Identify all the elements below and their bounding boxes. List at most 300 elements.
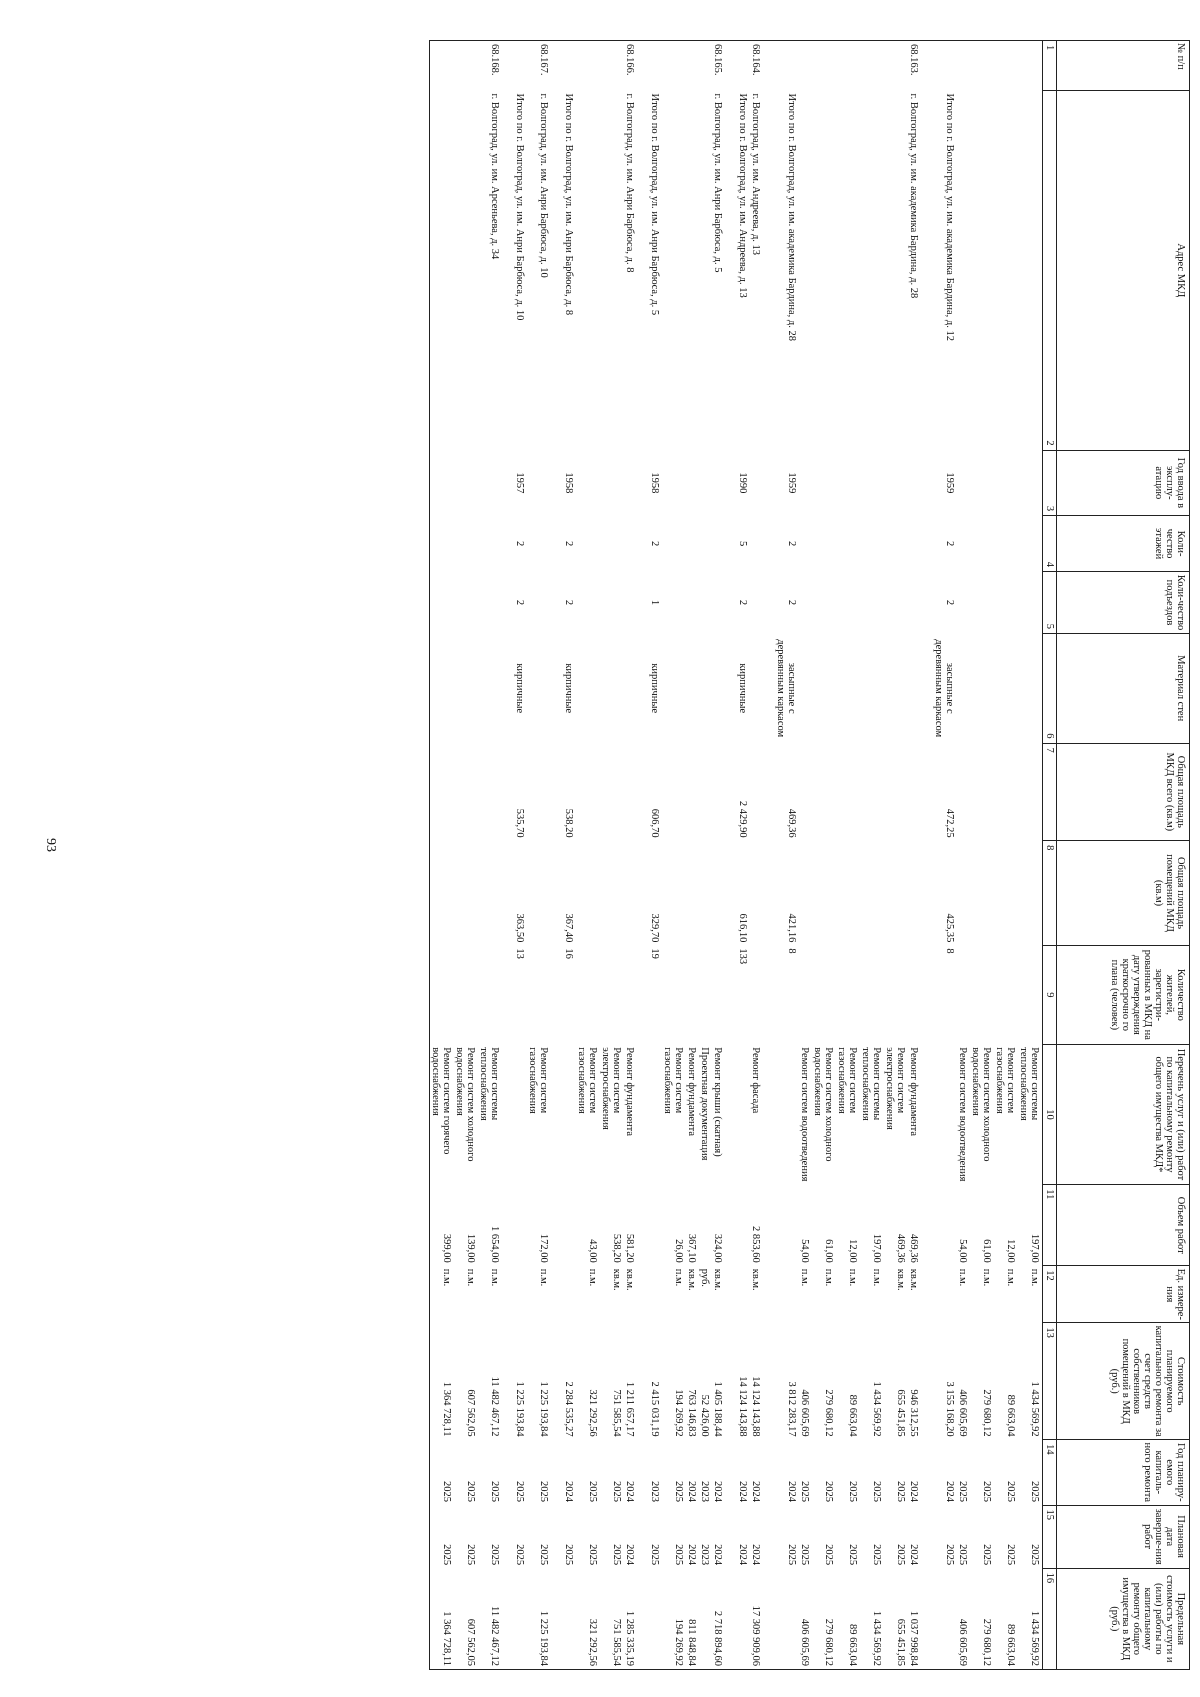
cell-floors: 2: [514, 540, 525, 547]
cell-work-name: Ремонт фундамента: [686, 1047, 697, 1137]
cell-end-date: 2025: [649, 1544, 660, 1566]
table-row: [527, 41, 551, 1670]
cell-entrances: [799, 572, 812, 634]
cell-limit-cost: [649, 1568, 662, 1669]
table-body: [430, 41, 1043, 1670]
cell-floors: [662, 516, 686, 572]
cell-work-volume: 61,00: [981, 1239, 992, 1263]
cell-planned-year: 2023: [699, 1481, 710, 1503]
col-header-no: № п/п: [1057, 41, 1190, 91]
cell-total-area: [454, 743, 478, 841]
cell-row-number: [836, 41, 860, 91]
cell-work-name: [775, 1044, 799, 1185]
cell-address: [686, 91, 699, 451]
row-spacer: [637, 41, 649, 1670]
cell-work-name: [649, 1044, 662, 1185]
cell-row-number: 68.166.: [624, 44, 635, 76]
cell-floors: [430, 516, 455, 572]
cell-floors: 2: [563, 540, 574, 547]
col-number: 11: [1043, 1185, 1057, 1266]
cell-unit: п.м.: [957, 1268, 968, 1287]
cell-entrances: [662, 572, 686, 634]
cell-end-date: 2025: [563, 1544, 574, 1566]
cell-floors: [624, 516, 637, 572]
cell-unit: п.м.: [823, 1268, 834, 1287]
cell-residents: [957, 945, 970, 1044]
cell-row-number: [970, 41, 994, 91]
cell-unit: п.м.: [871, 1268, 882, 1287]
cell-limit-cost: 11 482 467,12: [489, 1606, 500, 1666]
cell-year-built: 1959: [944, 472, 955, 494]
cell-floors: [908, 516, 921, 572]
cell-address: г. Волгоград, ул. им. академика Бардина, д. 28: [908, 93, 919, 299]
col-header-cost: Стоимость планируемого капитального ремонта за счет средств собственников помещений в МКД (руб.): [1057, 1323, 1190, 1440]
cell-unit: п.м.: [587, 1268, 598, 1287]
cell-limit-cost: 279 680,12: [981, 1618, 992, 1666]
cell-premises-area: [836, 841, 860, 946]
cell-total-area: 538,20: [563, 808, 574, 838]
cell-planned-cost: 14 124 143,88: [737, 1376, 748, 1437]
cell-entrances: [686, 572, 699, 634]
cell-address: [994, 91, 1018, 451]
cell-end-date: 2025: [786, 1544, 797, 1566]
cell-unit: п.м.: [847, 1268, 858, 1287]
cell-address: [600, 91, 624, 451]
table-row: [884, 41, 908, 1670]
cell-work-name: Ремонт фундамента: [908, 1047, 919, 1137]
col-number: 9: [1043, 945, 1057, 1044]
cell-total-area: [527, 743, 551, 841]
cell-planned-year: 2025: [465, 1481, 476, 1503]
cell-row-number: [600, 41, 624, 91]
table-row: [957, 41, 970, 1670]
cell-year-built: [624, 450, 637, 515]
cell-floors: [478, 516, 502, 572]
cell-planned-year: 2025: [981, 1481, 992, 1503]
cell-work-name: Ремонт систем холодного водоснабжения: [454, 1047, 476, 1162]
cell-planned-cost: 3 155 168,20: [944, 1381, 955, 1437]
cell-unit: [649, 1266, 662, 1323]
page-number: 93: [43, 838, 58, 852]
cell-floors: [600, 516, 624, 572]
cell-address: [970, 91, 994, 451]
spacer-cell: [921, 41, 933, 1670]
cell-total-area: 2 429,90: [737, 800, 748, 838]
cell-residents: 8: [786, 948, 797, 954]
cell-total-area: [686, 743, 699, 841]
cell-floors: [812, 516, 836, 572]
cell-work-volume: 139,00: [465, 1233, 476, 1263]
cell-limit-cost: 1 434 569,92: [871, 1610, 882, 1666]
cell-planned-cost: 751 585,54: [611, 1389, 622, 1437]
cell-wall-material: [994, 633, 1018, 743]
spacer-cell: [763, 41, 775, 1670]
cell-unit: кв.м.: [624, 1268, 635, 1291]
cell-year-built: [576, 450, 600, 515]
cell-residents: [624, 945, 637, 1044]
table-row: [686, 41, 699, 1670]
cell-work-volume: 1 654,00: [489, 1225, 500, 1263]
cell-entrances: [699, 572, 712, 634]
cell-planned-year: 2025: [514, 1481, 525, 1503]
cell-row-number: [430, 41, 455, 91]
cell-unit: [737, 1266, 750, 1323]
cell-planned-cost: 1 225 193,84: [514, 1381, 525, 1437]
cell-total-area: [699, 743, 712, 841]
cell-residents: [454, 945, 478, 1044]
cell-planned-cost: 1 211 657,17: [624, 1381, 635, 1437]
cell-year-built: [860, 450, 884, 515]
cell-planned-year: 2025: [1005, 1481, 1016, 1503]
cell-limit-cost: 1 037 998,84: [908, 1610, 919, 1666]
cell-address: [430, 91, 455, 451]
cell-entrances: 2: [737, 599, 748, 606]
cell-end-date: 2025: [944, 1544, 955, 1566]
col-number: 13: [1043, 1323, 1057, 1440]
cell-total-area: [430, 743, 455, 841]
cell-unit: кв.м.: [895, 1268, 906, 1291]
cell-wall-material: [662, 633, 686, 743]
cell-work-name: [514, 1044, 527, 1185]
cell-work-volume: 538,20: [611, 1233, 622, 1263]
cell-work-name: Ремонт системы теплоснабжения: [1018, 1047, 1040, 1121]
cell-end-date: 2025: [981, 1544, 992, 1566]
cell-residents: [576, 945, 600, 1044]
cell-limit-cost: 194 269,92: [673, 1618, 684, 1666]
cell-residents: 16: [563, 948, 574, 959]
cell-residents: [750, 945, 763, 1044]
cell-work-volume: 54,00: [957, 1239, 968, 1263]
table-row: [994, 41, 1018, 1670]
cell-row-number: [799, 41, 812, 91]
cell-work-name: Ремонт крыши (скатная): [712, 1047, 723, 1157]
cell-planned-year: 2025: [441, 1481, 452, 1503]
cell-end-date: 2024: [908, 1544, 919, 1566]
cell-work-volume: 12,00: [847, 1239, 858, 1263]
cell-limit-cost: [514, 1568, 527, 1669]
cell-year-built: 1958: [563, 472, 574, 494]
cell-residents: 8: [944, 948, 955, 954]
cell-unit: п.м.: [1005, 1268, 1016, 1287]
cell-entrances: [884, 572, 908, 634]
cell-total-area: [624, 743, 637, 841]
cell-wall-material: [970, 633, 994, 743]
cell-unit: [933, 1266, 957, 1323]
cell-limit-cost: [775, 1568, 799, 1669]
cell-limit-cost: [563, 1568, 576, 1669]
cell-premises-area: [994, 841, 1018, 946]
col-header-total-area: Общая площадь МКД всего (кв.м): [1057, 743, 1190, 841]
cell-work-name: Ремонт систем газоснабжения: [994, 1047, 1016, 1114]
cell-total-area: [478, 743, 502, 841]
cell-premises-area: [750, 841, 763, 946]
cell-floors: [454, 516, 478, 572]
cell-residents: [600, 945, 624, 1044]
cell-address: [957, 91, 970, 451]
cell-unit: п.м.: [1029, 1268, 1040, 1287]
cell-year-built: [699, 450, 712, 515]
col-number: 5: [1043, 572, 1057, 634]
cell-planned-cost: 1 434 569,92: [1029, 1381, 1040, 1437]
table-row: [430, 41, 455, 1670]
cell-row-number: [933, 41, 957, 91]
row-spacer: [551, 41, 563, 1670]
col-number: 1: [1043, 41, 1057, 91]
cell-year-built: [454, 450, 478, 515]
cell-end-date: 2025: [799, 1544, 810, 1566]
cell-total-area: [994, 743, 1018, 841]
cell-unit: п.м.: [799, 1268, 810, 1287]
cell-unit: п.м.: [673, 1268, 684, 1287]
cell-planned-cost: 1 434 569,92: [871, 1381, 882, 1437]
col-header-address: Адрес МКД: [1057, 91, 1190, 451]
cell-wall-material: [860, 633, 884, 743]
cell-row-number: [454, 41, 478, 91]
cell-planned-cost: 2 415 031,19: [649, 1381, 660, 1437]
cell-work-name: Ремонт систем газоснабжения: [662, 1047, 684, 1114]
cell-year-built: 1958: [649, 472, 660, 494]
cell-work-name: Проектная документация: [699, 1047, 710, 1161]
col-number: 16: [1043, 1568, 1057, 1669]
cell-total-area: 535,70: [514, 808, 525, 838]
row-spacer: [502, 41, 514, 1670]
table-row: [970, 41, 994, 1670]
cell-entrances: [624, 572, 637, 634]
cell-wall-material: [478, 633, 502, 743]
cell-entrances: 1: [649, 599, 660, 606]
cell-entrances: [430, 572, 455, 634]
cell-work-volume: 12,00: [1005, 1239, 1016, 1263]
cell-total-area: 606,70: [649, 808, 660, 838]
cell-planned-year: 2024: [750, 1481, 761, 1503]
cell-work-volume: 2 853,60: [750, 1225, 761, 1263]
cell-end-date: 2025: [1029, 1544, 1040, 1566]
cell-limit-cost: 1 364 728,11: [441, 1611, 452, 1666]
cell-end-date: 2023: [699, 1544, 710, 1566]
cell-floors: [1018, 516, 1043, 572]
cell-year-built: 1957: [514, 472, 525, 494]
cell-unit: п.м.: [465, 1268, 476, 1287]
cell-address: г. Волгоград, ул. им. Анри Барбюса, д. 10: [538, 93, 549, 278]
cell-entrances: [1018, 572, 1043, 634]
cell-work-name: Ремонт систем горячего водоснабжения: [430, 1047, 452, 1155]
cell-premises-area: [699, 841, 712, 946]
cell-total-area: [970, 743, 994, 841]
cell-planned-year: 2025: [823, 1481, 834, 1503]
cell-premises-area: [430, 841, 455, 946]
cell-address: [860, 91, 884, 451]
table-row: [600, 41, 624, 1670]
cell-wall-material: [600, 633, 624, 743]
spacer-cell: [637, 41, 649, 1670]
cell-premises-area: [624, 841, 637, 946]
cell-premises-area: [478, 841, 502, 946]
cell-work-volume: 26,00: [673, 1239, 684, 1263]
cell-wall-material: [624, 633, 637, 743]
cell-planned-cost: 2 284 535,27: [563, 1381, 574, 1437]
cell-premises-area: [799, 841, 812, 946]
cell-address: [576, 91, 600, 451]
cell-planned-cost: 14 124 143,88: [750, 1376, 761, 1437]
cell-row-number: [514, 41, 527, 91]
cell-wall-material: кирпичные: [649, 663, 660, 714]
cell-floors: [576, 516, 600, 572]
header-row: [1057, 41, 1190, 1670]
cell-end-date: 2024: [737, 1544, 748, 1566]
cell-work-name: [563, 1044, 576, 1185]
total-row: [775, 41, 799, 1670]
spacer-cell: [502, 41, 514, 1670]
cell-entrances: 2: [944, 599, 955, 606]
cell-row-number: [860, 41, 884, 91]
cell-unit: [775, 1266, 799, 1323]
cell-residents: 19: [649, 948, 660, 959]
cell-end-date: 2024: [624, 1544, 635, 1566]
cell-address: Итого по г. Волгоград, ул. им. Анри Барбюса, д. 10: [514, 93, 525, 321]
cell-planned-cost: 89 663,04: [1005, 1394, 1016, 1437]
cell-end-date: 2025: [611, 1544, 622, 1566]
cell-year-built: [430, 450, 455, 515]
cell-unit: [563, 1266, 576, 1323]
cell-end-date: 2025: [823, 1544, 834, 1566]
cell-premises-area: 421,16: [786, 913, 797, 943]
cell-year-built: [662, 450, 686, 515]
cell-limit-cost: 89 663,04: [847, 1624, 858, 1666]
cell-end-date: 2025: [465, 1544, 476, 1566]
cell-work-name: [737, 1044, 750, 1185]
table-row: [812, 41, 836, 1670]
cell-total-area: [1018, 743, 1043, 841]
cell-planned-cost: 1 364 728,11: [441, 1381, 452, 1437]
cell-entrances: 2: [563, 599, 574, 606]
cell-work-volume: 172,00: [538, 1233, 549, 1263]
cell-address: [884, 91, 908, 451]
cell-total-area: [812, 743, 836, 841]
cell-planned-cost: 279 680,12: [981, 1389, 992, 1437]
cell-entrances: [970, 572, 994, 634]
spacer-cell: [725, 41, 737, 1670]
cell-work-name: Ремонт системы теплоснабжения: [860, 1047, 882, 1121]
cell-work-volume: [563, 1185, 576, 1266]
cell-unit: п.м.: [489, 1268, 500, 1287]
cell-limit-cost: 1 225 193,84: [538, 1610, 549, 1666]
cell-year-built: [712, 450, 725, 515]
cell-row-number: [576, 41, 600, 91]
cell-premises-area: 367,40: [563, 913, 574, 943]
cell-planned-cost: 194 269,92: [673, 1389, 684, 1437]
cell-premises-area: [712, 841, 725, 946]
cell-premises-area: [454, 841, 478, 946]
cell-end-date: 2025: [587, 1544, 598, 1566]
cell-total-area: [750, 743, 763, 841]
row-spacer: [725, 41, 737, 1670]
cell-premises-area: 616,10: [737, 913, 748, 943]
cell-wall-material: [527, 633, 551, 743]
col-header-works: Перечень услуг и (или) работ по капитальному ремонту общего имущества МКД*: [1057, 1044, 1190, 1185]
total-row: [737, 41, 750, 1670]
cell-floors: 2: [944, 540, 955, 547]
cell-address: [799, 91, 812, 451]
cell-end-date: 2025: [957, 1544, 968, 1566]
table-row: [1018, 41, 1043, 1670]
cell-address: Итого по г. Волгоград, ул. им. академика Бардина, д. 28: [786, 93, 797, 341]
total-row: [933, 41, 957, 1670]
cell-end-date: 2024: [750, 1544, 761, 1566]
cell-floors: [686, 516, 699, 572]
cell-limit-cost: 1 285 335,19: [624, 1610, 635, 1666]
cell-address: Итого по г. Волгоград, ул. им. академика Бардина, д. 12: [944, 93, 955, 341]
cell-planned-year: 2024: [786, 1481, 797, 1503]
cell-limit-cost: 321 292,56: [587, 1618, 598, 1666]
cell-end-date: 2025: [1005, 1544, 1016, 1566]
cell-floors: [712, 516, 725, 572]
cell-total-area: [799, 743, 812, 841]
cell-wall-material: [750, 633, 763, 743]
cell-work-volume: 367,10: [686, 1233, 697, 1263]
table-row: [750, 41, 763, 1670]
cell-work-volume: [737, 1185, 750, 1266]
cell-floors: 2: [649, 540, 660, 547]
cell-planned-year: 2024: [624, 1481, 635, 1503]
cell-wall-material: [699, 633, 712, 743]
cell-planned-cost: 279 680,12: [823, 1389, 834, 1437]
cell-planned-cost: 52 426,00: [699, 1394, 710, 1437]
col-header-entrances: Коли-чество подъездов: [1057, 572, 1190, 634]
cell-address: [1018, 91, 1043, 451]
cell-end-date: 2024: [712, 1544, 723, 1566]
cell-wall-material: кирпичные: [514, 663, 525, 714]
cell-residents: [994, 945, 1018, 1044]
cell-planned-year: 2025: [1029, 1481, 1040, 1503]
cell-planned-year: 2024: [908, 1481, 919, 1503]
cell-wall-material: засыпные с деревянным каркасом: [775, 639, 797, 738]
cell-year-built: [884, 450, 908, 515]
cell-work-name: Ремонт системы теплоснабжения: [478, 1047, 500, 1121]
table-row: [662, 41, 686, 1670]
cell-premises-area: [686, 841, 699, 946]
cell-work-volume: 324,00: [712, 1233, 723, 1263]
cell-premises-area: [812, 841, 836, 946]
cell-floors: [860, 516, 884, 572]
cell-work-name: Ремонт систем водоотведения: [799, 1047, 810, 1182]
cell-residents: 13: [514, 948, 525, 959]
cell-premises-area: 329,70: [649, 913, 660, 943]
cell-premises-area: 425,35: [944, 913, 955, 943]
cell-floors: [884, 516, 908, 572]
cell-year-built: [799, 450, 812, 515]
cell-wall-material: засыпные с деревянным каркасом: [933, 639, 955, 738]
cell-work-volume: 399,00: [441, 1233, 452, 1263]
col-header-floors: Коли-чество этажей: [1057, 516, 1190, 572]
cell-work-volume: [649, 1185, 662, 1266]
cell-unit: кв.м.: [712, 1268, 723, 1291]
cell-address: [812, 91, 836, 451]
cell-row-number: [1018, 41, 1043, 91]
cell-floors: [994, 516, 1018, 572]
col-number: 14: [1043, 1440, 1057, 1505]
cell-entrances: [600, 572, 624, 634]
cell-floors: [799, 516, 812, 572]
cell-residents: [430, 945, 455, 1044]
cell-work-name: Ремонт систем электроснабжения: [884, 1047, 906, 1130]
cell-entrances: [908, 572, 921, 634]
cell-planned-year: 2025: [611, 1481, 622, 1503]
col-header-premises-area: Общая площадь помещений МКД (кв.м): [1057, 841, 1190, 946]
cell-planned-year: 2025: [957, 1481, 968, 1503]
cell-planned-cost: 1 405 188,44: [712, 1381, 723, 1437]
cell-year-built: [812, 450, 836, 515]
cell-wall-material: [576, 633, 600, 743]
